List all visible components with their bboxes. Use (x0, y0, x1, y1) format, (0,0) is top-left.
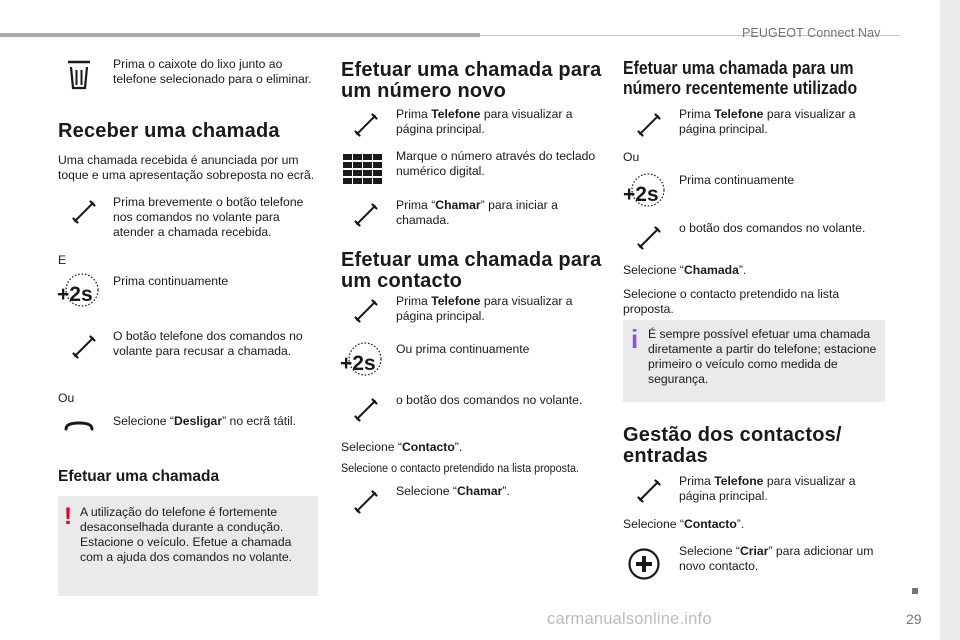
or-press-continuously-text: Ou prima continuamente (396, 342, 530, 356)
hold-2s-label: +2s (623, 183, 659, 206)
trash-icon (66, 60, 92, 90)
phone-icon (354, 113, 378, 137)
start-call-text: Prima “Chamar” para iniciar a chamada. (396, 198, 558, 227)
phone-icon (72, 200, 96, 224)
keypad-icon (343, 154, 383, 184)
end-of-section-mark (912, 588, 918, 594)
hold-2s-icon (56, 272, 102, 312)
header-rule (0, 33, 480, 37)
hang-up-icon (64, 420, 94, 432)
page-edge-strip (940, 0, 960, 640)
hold-2s-icon (622, 172, 668, 212)
phone-icon (637, 479, 661, 503)
select-chamada-text: Selecione “Chamada”. (623, 263, 747, 277)
new-number-telefone-text: Prima Telefone para visualizar a página principal. (396, 107, 573, 136)
delete-contact-text: Prima o caixote do lixo junto ao telefone selecionado para o eliminar. (113, 57, 312, 86)
phone-icon (354, 398, 378, 422)
contacts-telefone-text: Prima Telefone para visualizar a página principal. (679, 474, 856, 503)
answer-call-text: Prima brevemente o botão telefone nos comandos no volante para atender a chamada recebida. (113, 195, 304, 239)
press-continuously-text: Prima continuamente (679, 173, 795, 187)
hold-2s-label: +2s (57, 283, 93, 306)
or-label: Ou (623, 150, 640, 164)
reject-call-text: O botão telefone dos comandos no volante para recusar a chamada. (113, 329, 303, 358)
select-contact-list-text: Selecione o contacto pretendido na lista proposta. (341, 461, 579, 475)
hang-up-text: Selecione “Desligar” no ecrã tátil. (113, 414, 296, 428)
press-continuously-text: Prima continuamente (113, 274, 229, 288)
select-contacto-text: Selecione “Contacto”. (341, 440, 463, 454)
or-label: Ou (58, 391, 75, 405)
contact-call-heading: Efetuar uma chamada para um contacto (341, 249, 602, 292)
contacts-management-heading: Gestão dos contactos/ entradas (623, 424, 842, 467)
phone-icon (637, 113, 661, 137)
keypad-text: Marque o número através do teclado numérico digital. (396, 149, 596, 178)
recent-number-heading: Efetuar uma chamada para um número recentemente utilizado (623, 58, 858, 98)
wheel-button-text: o botão dos comandos no volante. (679, 221, 866, 235)
and-label: E (58, 253, 67, 267)
hold-2s-icon (339, 341, 385, 381)
receive-call-intro: Uma chamada recebida é anunciada por um toque e uma apresentação sobreposta no ecrã. (58, 153, 315, 182)
add-contact-icon (628, 548, 660, 580)
page-number: 29 (906, 611, 922, 627)
wheel-button-text: o botão dos comandos no volante. (396, 393, 583, 407)
recent-telefone-text: Prima Telefone para visualizar a página principal. (679, 107, 856, 136)
page-header-title: PEUGEOT Connect Nav (742, 26, 881, 40)
receive-call-heading: Receber uma chamada (58, 120, 280, 142)
warning-note (58, 496, 318, 596)
phone-icon (354, 490, 378, 514)
phone-icon (72, 335, 96, 359)
select-contact-list-text: Selecione o contacto pretendido na lista proposta. (623, 287, 840, 316)
phone-icon (354, 299, 378, 323)
make-call-heading: Efetuar uma chamada (58, 468, 220, 485)
phone-icon (637, 226, 661, 250)
new-number-heading: Efetuar uma chamada para um número novo (341, 59, 602, 102)
warning-text: A utilização do telefone é fortemente desaconselhada durante a condução. Estacione o veículo. Efetue a chamada com a ajuda dos comandos no volante. (80, 505, 293, 564)
watermark: carmanualsonline.info (547, 610, 712, 628)
info-text: É sempre possível efetuar uma chamada diretamente a partir do telefone; estacione primeiro o veículo como medida de segurança. (648, 327, 877, 386)
info-note (623, 320, 885, 402)
contact-telefone-text: Prima Telefone para visualizar a página principal. (396, 294, 573, 323)
select-call-text: Selecione “Chamar”. (396, 484, 510, 498)
info-icon: i (631, 324, 639, 354)
create-contact-text: Selecione “Criar” para adicionar um novo contacto. (679, 544, 874, 573)
warning-icon: ! (64, 503, 72, 530)
phone-icon (354, 203, 378, 227)
select-contacto-text: Selecione “Contacto”. (623, 517, 745, 531)
hold-2s-label: +2s (340, 352, 376, 375)
